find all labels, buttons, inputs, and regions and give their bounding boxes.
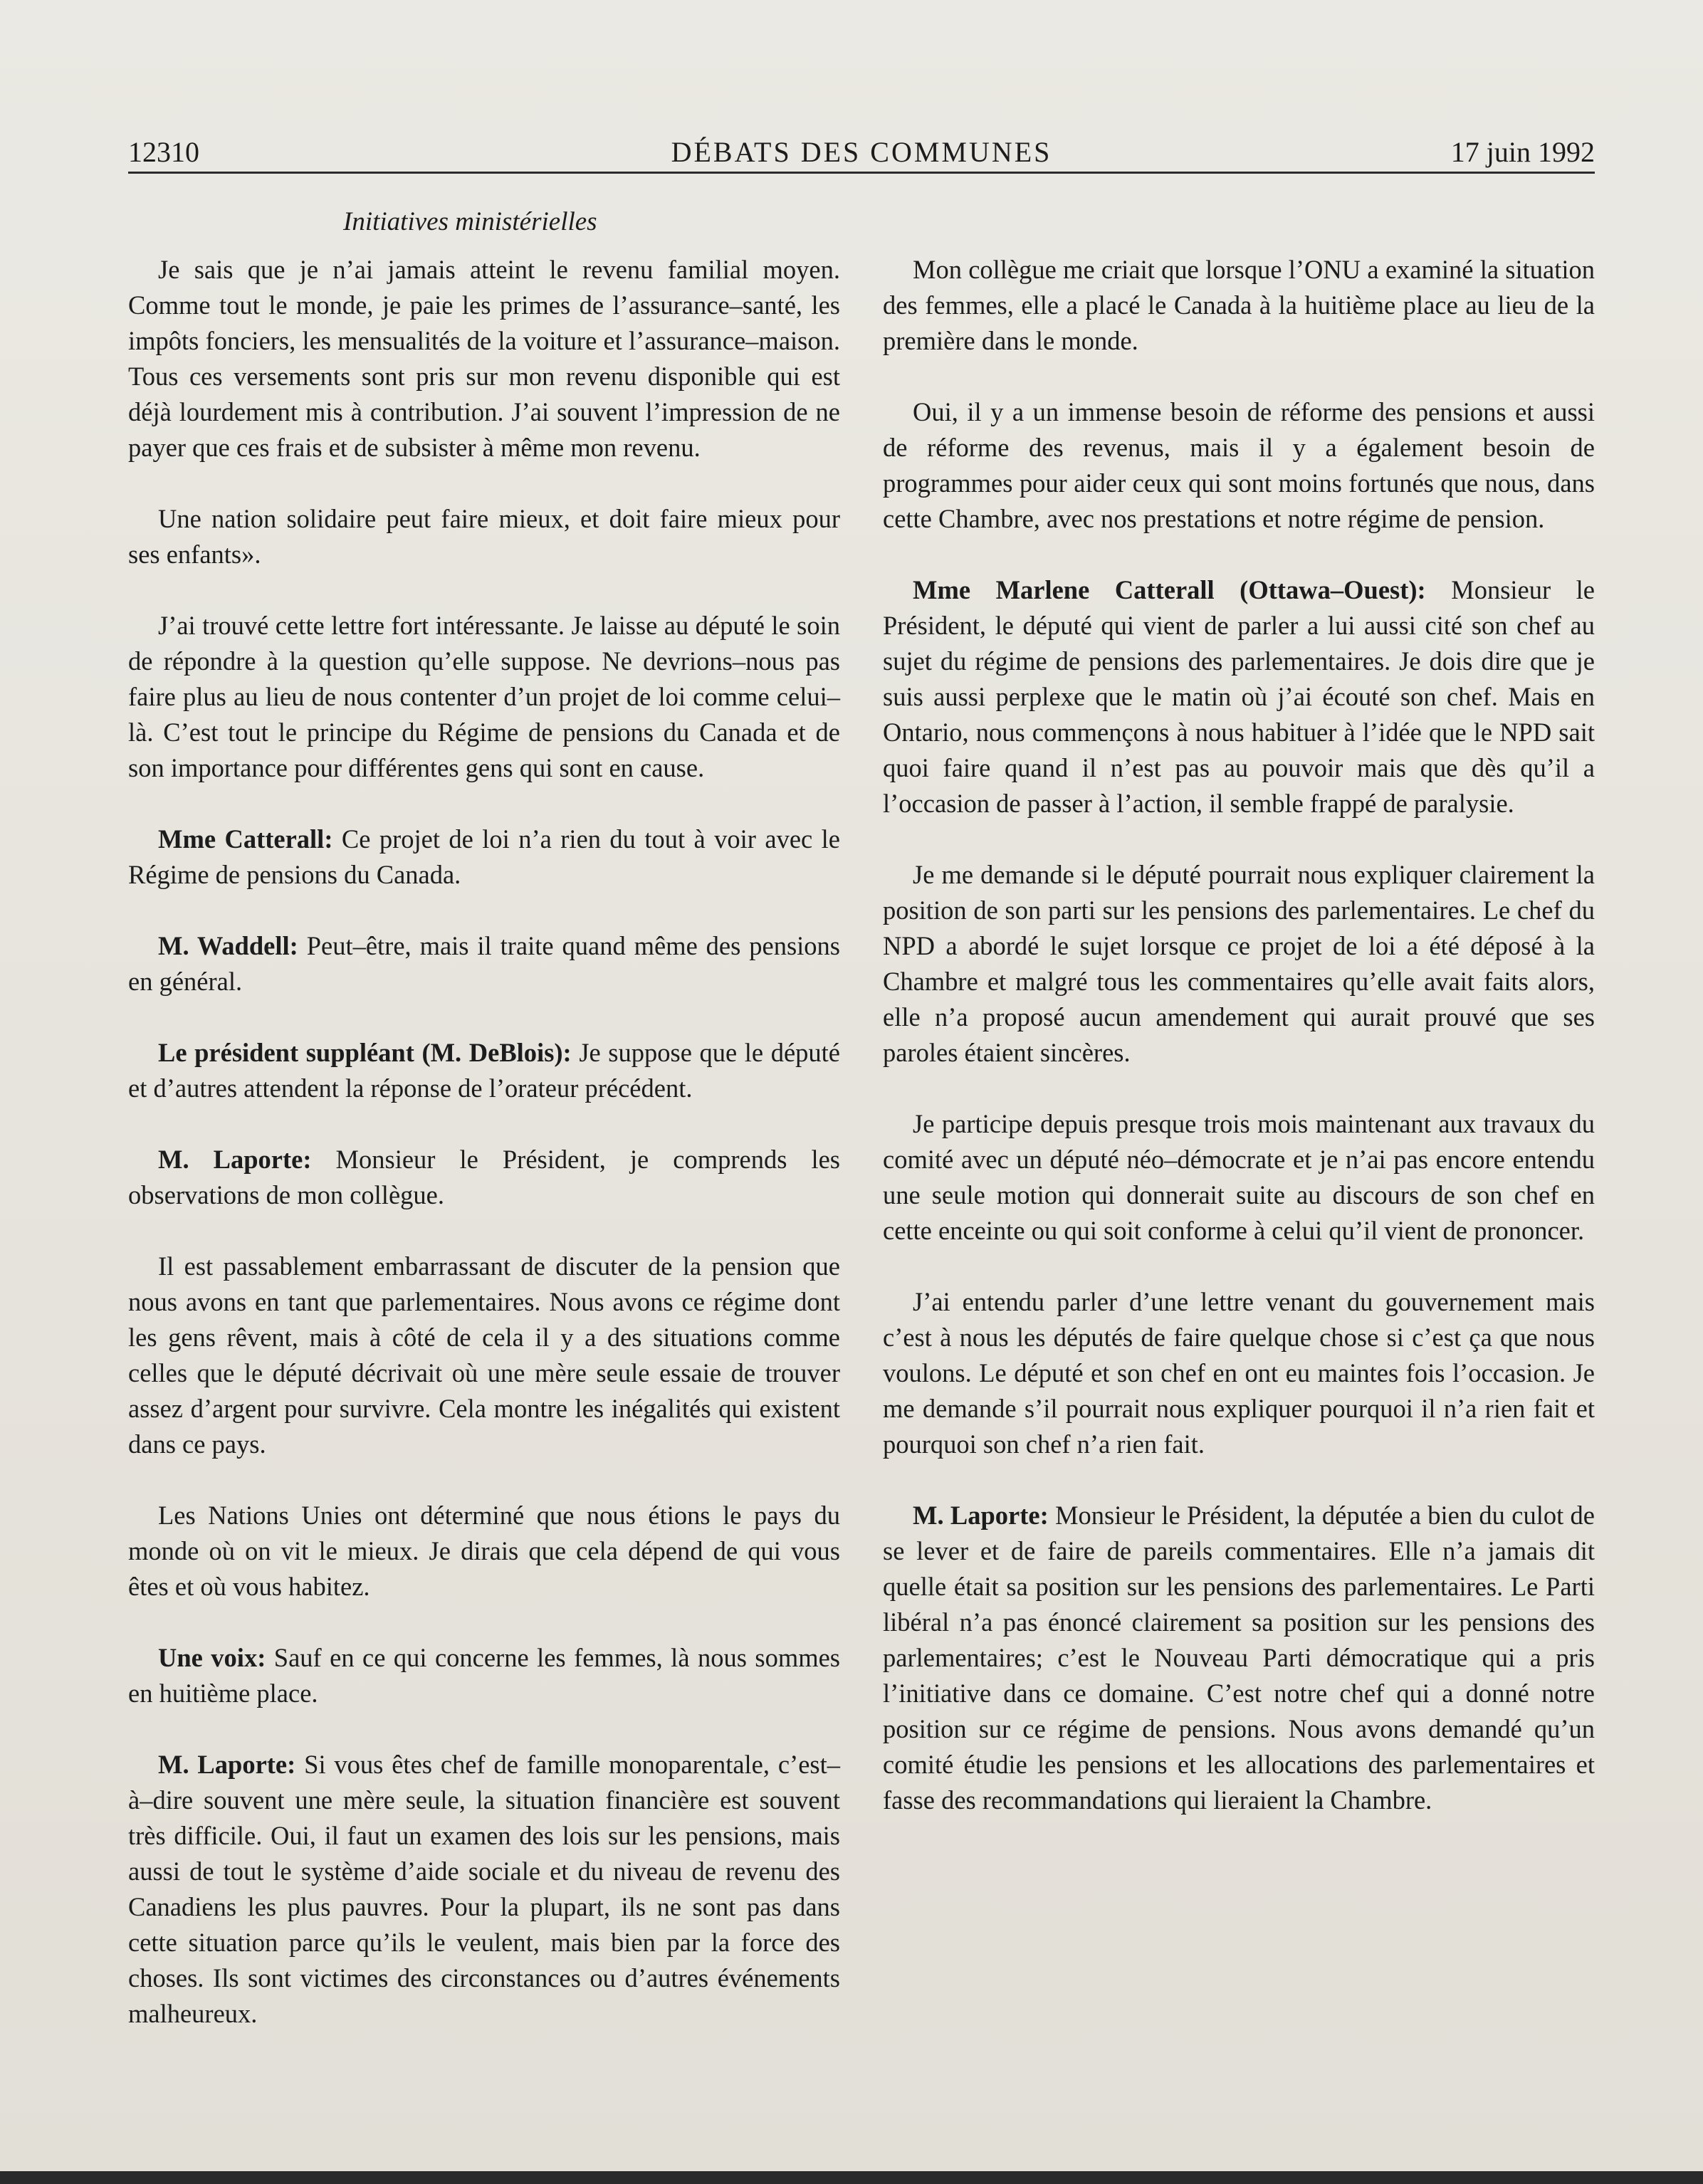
publication-date: 17 juin 1992 (1450, 136, 1595, 168)
paragraph-text: Une nation solidaire peut faire mieux, et doit faire mieux pour ses enfants». (128, 504, 840, 569)
paragraph-text: Sauf en ce qui concerne les femmes, là nous sommes en huitième place. (128, 1643, 840, 1708)
speaker-name: M. Laporte: (158, 1750, 296, 1779)
paragraph-text: Je sais que je n’ai jamais atteint le revenu familial moyen. Comme tout le monde, je paie les primes de l’assurance–santé, les impôts fonciers, les mensualités de la voiture et l’assurance–maison. Tous ces versements sont pris sur mon revenu disponible qui est déjà lourdement mis à contribution. J’ai souvent l’impression de ne payer que ces frais et de subsister à même mon revenu. (128, 255, 840, 462)
paragraph (128, 821, 840, 893)
paragraph-text: Monsieur le Président, je comprends les observations de mon collègue. (128, 1145, 840, 1209)
paragraph-text: Oui, il y a un immense besoin de réforme des pensions et aussi de réforme des revenus, mais il y a également besoin de programmes pour aider ceux qui sont moins fortunés que nous, dans cette Chambre, avec nos prestations et notre régime de pension. (883, 397, 1595, 533)
speaker-name: Mme Marlene Catterall (Ottawa–Ouest): (913, 575, 1426, 604)
left-column (128, 252, 840, 2067)
paragraph (128, 1498, 840, 1605)
paragraph (883, 857, 1595, 1071)
paragraph-text: Il est passablement embarrassant de discuter de la pension que nous avons en tant que parlementaires. Nous avons ce régime dont les gens rêvent, mais à côté de cela il y a des situations comme celles que le député décrivait où une mère seule essaie de trouver assez d’argent pour survivre. Cela montre les inégalités qui existent dans ce pays. (128, 1251, 840, 1459)
paragraph (128, 1249, 840, 1462)
paragraph-text: Monsieur le Président, le député qui vient de parler a lui aussi cité son chef au sujet du régime de pensions des parlementaires. Je dois dire que je suis aussi perplexe que le matin où j’ai écouté son chef. Mais en Ontario, nous commençons à nous habituer à l’idée que le NPD sait quoi faire quand il n’est pas au pouvoir mais que dès qu’il a l’occasion de passer à l’action, il semble frappé de paralysie. (883, 575, 1595, 818)
paragraph (883, 572, 1595, 821)
page-number: 12310 (128, 136, 199, 168)
paragraph (883, 394, 1595, 537)
speaker-name: M. Waddell: (158, 931, 298, 960)
header-rule (128, 172, 1595, 174)
page-header (128, 131, 1595, 174)
paragraph (128, 1747, 840, 2032)
publication-title: DÉBATS DES COMMUNES (671, 136, 1052, 168)
paragraph-text: Monsieur le Président, la députée a bien du culot de se lever et de faire de pareils commentaires. Elle n’a jamais dit quelle était sa position sur les pensions des parlementaires. Le Parti libéral n’a pas énoncé clairement sa position sur les pensions des parlementaires; c’est le Nouveau Parti démocratique qui a pris l’initiative dans ce domaine. C’est notre chef qui a donné notre position sur ce régime de pensions. Nous avons demandé qu’un comité étudie les pensions et les allocations des parlementaires et fasse des recommandations qui lieraient la Chambre. (883, 1501, 1595, 1815)
paragraph (883, 252, 1595, 359)
paragraph (883, 1106, 1595, 1249)
section-title: Initiatives ministérielles (343, 207, 597, 236)
speaker-name: Le président suppléant (M. DeBlois): (158, 1038, 572, 1067)
paragraph (128, 608, 840, 786)
paragraph (128, 1142, 840, 1213)
paragraph (128, 252, 840, 466)
paragraph-text: Les Nations Unies ont déterminé que nous étions le pays du monde où on vit le mieux. Je dirais que cela dépend de qui vous êtes et où vous habitez. (128, 1501, 840, 1601)
paragraph-text: Je participe depuis presque trois mois maintenant aux travaux du comité avec un député néo–démocrate et je n’ai pas encore entendu une seule motion qui donnerait suite au discours de son chef en cette enceinte ou qui soit conforme à celui qu’il vient de prononcer. (883, 1109, 1595, 1245)
speaker-name: M. Laporte: (158, 1145, 312, 1174)
paragraph (128, 1640, 840, 1711)
paragraph-text: Peut–être, mais il traite quand même des pensions en général. (128, 931, 840, 996)
paragraph-text: Si vous êtes chef de famille monoparentale, c’est–à–dire souvent une mère seule, la situation financière est souvent très difficile. Oui, il faut un examen des lois sur les pensions, mais aussi de tout le système d’aide sociale et du niveau de revenu des Canadiens les plus pauvres. Pour la plupart, ils ne sont pas dans cette situation parce qu’ils le veulent, mais bien par la force des choses. Ils sont victimes des circonstances ou d’autres événements malheureux. (128, 1750, 841, 2028)
speaker-name: Mme Catterall: (158, 824, 333, 854)
paragraph-text: J’ai trouvé cette lettre fort intéressante. Je laisse au député le soin de répondre à la question qu’elle suppose. Ne devrions–nous pas faire plus au lieu de nous contenter d’un projet de loi comme celui–là. C’est tout le principe du Régime de pensions du Canada et de son importance pour différentes gens qui sont en cause. (128, 611, 840, 782)
paragraph-text: Mon collègue me criait que lorsque l’ONU a examiné la situation des femmes, elle a placé le Canada à la huitième place au lieu de la première dans le monde. (883, 255, 1595, 355)
paragraph-text: J’ai entendu parler d’une lettre venant du gouvernement mais c’est à nous les députés de faire quelque chose si c’est ça que nous voulons. Le député et son chef en ont eu maintes fois l’occasion. Je me demande s’il pourrait nous expliquer pourquoi il n’a rien fait et pourquoi son chef n’a rien fait. (883, 1287, 1595, 1459)
paragraph (128, 928, 840, 999)
paragraph (128, 501, 840, 572)
paragraph (128, 1035, 840, 1106)
paragraph-text: Ce projet de loi n’a rien du tout à voir avec le Régime de pensions du Canada. (128, 824, 840, 889)
paragraph-text: Je me demande si le député pourrait nous expliquer clairement la position de son parti sur les pensions des parlementaires. Le chef du NPD a abordé le sujet lorsque ce projet de loi a été déposé à la Chambre et malgré tous les commentaires qu’elle avait faits alors, elle n’a proposé aucun amendement qui aurait prouvé que ses paroles étaient sincères. (883, 860, 1595, 1067)
paragraph-text: Je suppose que le député et d’autres attendent la réponse de l’orateur précédent. (128, 1038, 841, 1103)
right-column (883, 252, 1595, 1854)
paragraph (883, 1498, 1595, 1818)
speaker-name: Une voix: (158, 1643, 266, 1672)
paragraph (883, 1284, 1595, 1462)
scan-edge (0, 2171, 1703, 2184)
speaker-name: M. Laporte: (913, 1501, 1049, 1530)
